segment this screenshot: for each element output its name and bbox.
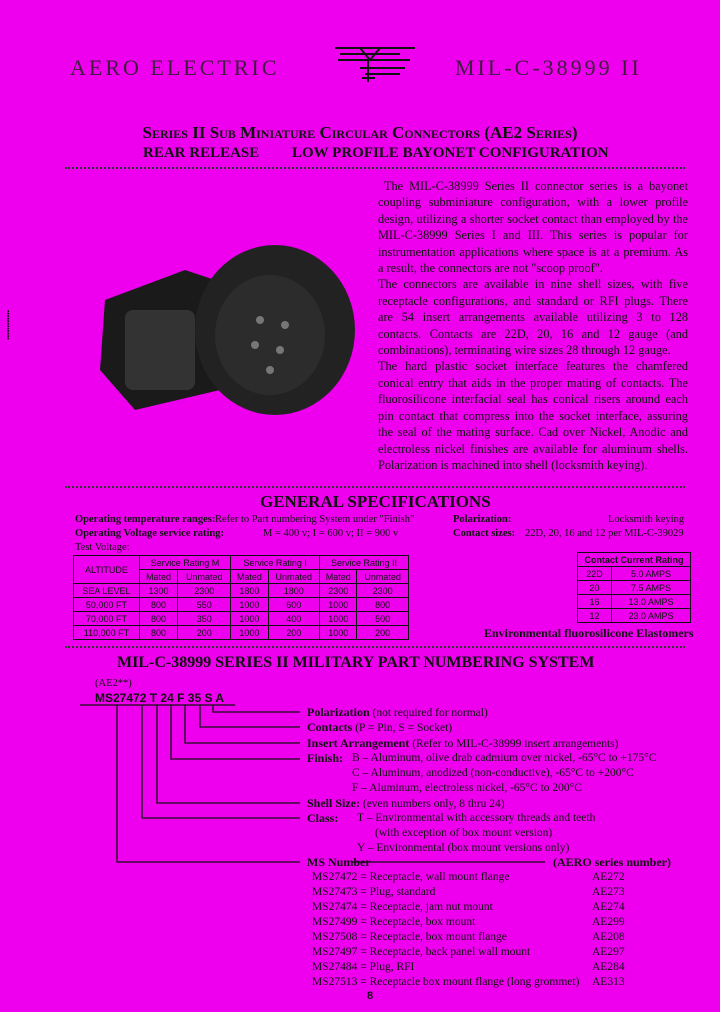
list-item: [312, 885, 632, 900]
temp-value: Refer to Part numbering System under "Finish": [215, 514, 415, 525]
polarization-value: Locksmith keying: [608, 514, 685, 525]
ae-series-code: (AE2**): [95, 678, 132, 689]
table-cell: 200: [357, 626, 409, 640]
ms-description: MS27474 = Receptacle, jam nut mount: [312, 901, 493, 913]
header-company: AERO ELECTRIC: [70, 55, 280, 80]
test-voltage-label: Test Voltage:: [75, 542, 130, 553]
insert-desc: [307, 736, 618, 752]
col-unmated: Unmated: [357, 570, 409, 584]
current-table-title: Contact Current Rating: [578, 553, 691, 567]
table-cell: 1800: [268, 584, 320, 598]
table-cell: 70,000 FT: [74, 612, 140, 626]
code-finish: F: [177, 691, 185, 705]
code-ms: MS27472: [95, 691, 147, 705]
table-cell: SEA LEVEL: [74, 584, 140, 598]
table-cell: 350: [178, 612, 231, 626]
table-cell: 550: [178, 598, 231, 612]
finish-option: C – Aluminum, anodized (non-conductive), -65°C to +200°C: [352, 767, 634, 779]
text: (P = Pin, S = Socket): [352, 722, 453, 734]
intro-paragraph: The connectors are available in nine shell sizes, with five receptacle configurations, and standard or RFI plugs. There are 54 insert arrangements available utilizing 3 to 128 contacts. Contacts are 22D, 20, 16 and 12 gauge (and combinations), terminating wire sizes 28 through 12 gauge.: [378, 277, 688, 358]
table-cell: 50,000 FT: [74, 598, 140, 612]
table-cell: 1000: [320, 626, 357, 640]
table-cell: 800: [139, 612, 177, 626]
elastomers-note: Environmental fluorosilicone Elastomers: [484, 626, 694, 640]
table-cell: 1000: [231, 626, 268, 640]
ms-number-label: [307, 855, 371, 871]
header-spec: MIL-C-38999 II: [455, 55, 642, 80]
table-cell: 12: [578, 609, 612, 623]
subtitle-bayonet: LOW PROFILE BAYONET CONFIGURATION: [292, 145, 609, 161]
col-group: Service Rating I: [231, 556, 320, 570]
label: MS Number: [307, 855, 371, 869]
code-polarization: A: [215, 691, 225, 705]
side-mark: ▪▪▪▪▪▪▪▪▪▪▪▪: [4, 310, 12, 340]
ms-description: MS27484 = Plug, RFI: [312, 961, 415, 973]
table-cell: 2300: [357, 584, 409, 598]
page-number: 8: [367, 990, 374, 1002]
code-class: T: [149, 691, 158, 705]
list-item: [312, 870, 632, 885]
ms-description: MS27473 = Plug, standard: [312, 886, 436, 898]
code-insert: 35: [187, 691, 202, 705]
voltage-label: Operating Voltage service rating:: [75, 528, 225, 539]
ms-description: MS27497 = Receptacle, back panel wall mount: [312, 946, 531, 958]
list-item: [312, 930, 632, 945]
label: Insert Arrangement: [307, 736, 410, 750]
label: Finish:: [307, 751, 344, 765]
table-cell: 1800: [231, 584, 268, 598]
finish-option: F – Aluminum, electroless nickel, -65°C to 200°C: [352, 782, 582, 794]
table-cell: 23.0 AMPS: [611, 609, 690, 623]
contact-sizes-label: Contact sizes:: [453, 528, 516, 539]
list-item: [312, 960, 632, 975]
table-cell: 1300: [139, 584, 177, 598]
table-cell: 200: [268, 626, 320, 640]
specs-heading: GENERAL SPECIFICATIONS: [260, 492, 491, 511]
pn-heading: MIL-C-38999 SERIES II MILITARY PART NUMBERING SYSTEM: [117, 654, 595, 671]
label: Class:: [307, 811, 339, 825]
col-unmated: Unmated: [268, 570, 320, 584]
aero-number-label: [553, 855, 671, 871]
table-cell: 600: [268, 598, 320, 612]
table-cell: 1000: [231, 612, 268, 626]
aero-number: AE208: [592, 931, 625, 943]
class-option: T – Environmental with accessory threads and teeth: [357, 812, 596, 824]
aero-number: AE272: [592, 871, 625, 883]
table-cell: 1000: [231, 598, 268, 612]
col-group: Service Rating II: [320, 556, 409, 570]
finish-label: [307, 751, 343, 767]
finish-options: [352, 751, 656, 796]
voltage-value: M = 400 v; I = 600 v; II = 900 v: [263, 528, 399, 539]
ms-description: MS27508 = Receptacle, box mount flange: [312, 931, 507, 943]
list-item: [312, 900, 632, 915]
list-item: [312, 975, 632, 990]
text: (not required for normal): [369, 707, 488, 719]
label: Contacts: [307, 720, 353, 734]
text: (Refer to MIL-C-38999 insert arrangements): [409, 738, 619, 750]
aero-number: AE297: [592, 946, 625, 958]
class-option: Y – Environmental (box mount versions only): [357, 842, 570, 854]
table-cell: 2300: [178, 584, 231, 598]
polarization-desc: [307, 705, 488, 721]
table-cell: 20: [578, 581, 612, 595]
aero-number: AE313: [592, 976, 625, 988]
table-cell: 5.0 AMPS: [611, 567, 690, 581]
table-cell: 500: [357, 612, 409, 626]
temp-label: Operating temperature ranges:: [75, 514, 216, 525]
aero-number: AE299: [592, 916, 625, 928]
table-cell: 1000: [320, 598, 357, 612]
col-group: Service Rating M: [139, 556, 230, 570]
table-cell: 200: [178, 626, 231, 640]
class-label: [307, 811, 338, 827]
class-option: (with exception of box mount version): [375, 827, 553, 839]
code-shell: 24: [160, 691, 174, 705]
label: Polarization: [307, 705, 370, 719]
contact-sizes-value: 22D, 20, 16 and 12 per MIL-C-39029: [525, 528, 684, 539]
col-altitude: ALTITUDE: [74, 556, 140, 584]
col-mated: Mated: [320, 570, 357, 584]
ms-description: MS27472 = Receptacle, wall mount flange: [312, 871, 510, 883]
table-cell: 2300: [320, 584, 357, 598]
label: (AERO series number): [553, 855, 671, 869]
table-cell: 800: [139, 598, 177, 612]
table-cell: 400: [268, 612, 320, 626]
col-mated: Mated: [139, 570, 177, 584]
class-options: [357, 811, 595, 856]
table-cell: 1000: [320, 612, 357, 626]
list-item: [312, 915, 632, 930]
col-mated: Mated: [231, 570, 268, 584]
intro-paragraph: The MIL-C-38999 Series II connector series is a bayonet coupling subminiature configuration, with a lower profile design, utilizing a shorter socket contact than employed by the MIL-C-38999 Series I and III. This series is popular for instrumentation applications where space is at a premium. As a result, the connectors are not "scoop proof".: [378, 179, 688, 276]
ms-description: MS27513 = Receptacle box mount flange (long grommet): [312, 976, 580, 988]
polarization-label: Polarization:: [453, 514, 512, 525]
aero-number: AE284: [592, 961, 625, 973]
table-cell: 22D: [578, 567, 612, 581]
text: (even numbers only, 8 thru 24): [360, 798, 505, 810]
col-unmated: Unmated: [178, 570, 231, 584]
table-cell: 7.5 AMPS: [611, 581, 690, 595]
finish-option: B – Aluminum, olive drab cadmium over nickel, -65°C to +175°C: [352, 752, 657, 764]
ms-number-list: [312, 870, 632, 990]
subtitle-rear-release: REAR RELEASE: [143, 145, 260, 161]
contacts-desc: [307, 720, 452, 736]
intro-paragraph: The hard plastic socket interface features the chamfered conical entry that aids in the proper mating of contacts. The fluorosilicone interfacial seal has conical risers around each pin contact that compress into the socket interface, assuring the seal of the mating surface. Cad over Nickel, Anodic and electroless nickel finishes are available for aluminum shells. Polarization is machined into shell (locksmith keying).: [378, 359, 688, 472]
label: Shell Size:: [307, 796, 360, 810]
table-cell: 800: [139, 626, 177, 640]
code-contacts: S: [204, 691, 213, 705]
aero-number: AE274: [592, 901, 625, 913]
table-cell: 110,000 FT: [74, 626, 140, 640]
table-cell: 16: [578, 595, 612, 609]
table-cell: 13.0 AMPS: [611, 595, 690, 609]
list-item: [312, 945, 632, 960]
aero-number: AE273: [592, 886, 625, 898]
page-title: Series II Sub Miniature Circular Connectors (AE2 Series): [142, 123, 578, 142]
table-cell: 800: [357, 598, 409, 612]
shell-size-desc: [307, 796, 505, 812]
ms-description: MS27499 = Receptacle, box mount: [312, 916, 476, 928]
